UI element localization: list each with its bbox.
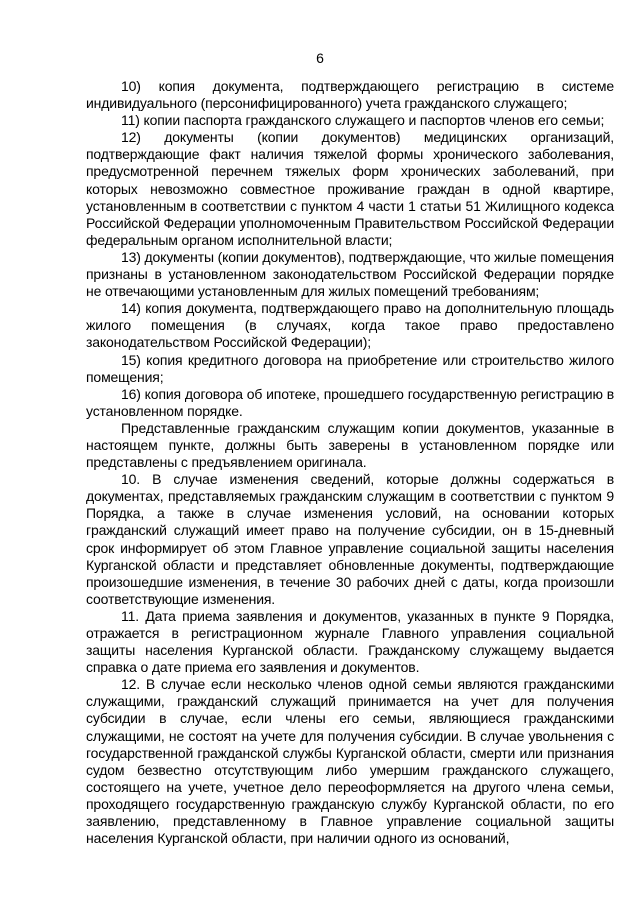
paragraph: 12. В случае если несколько членов одной семьи являются гражданскими служащими, гражданский служащий принимается на учет для получения субсидии в случае, если члены его семьи, являющиеся гражданскими служащими, не состоят на учете для получения субсидии. В случае увольнения с государственной гражданской службы Курганской области, смерти или признания судом безвестно отсутствующим либо умершим гражданского служащего, состоящего на учете, учетное дело переоформляется на другого члена семьи, проходящего государственную гражданскую службу Курганской области, по его заявлению, представленному в Главное управление социальной защиты населения Курганской области, при наличии одного из оснований, [86,676,614,847]
paragraph: Представленные гражданским служащим копии документов, указанные в настоящем пункте, должны быть заверены в установленном порядке или представлены с предъявлением оригинала. [86,419,614,471]
document-body [86,78,614,847]
paragraph: 10. В случае изменения сведений, которые должны содержаться в документах, представляемых гражданским служащим в соответствии с пунктом 9 Порядка, а также в случае изменения условий, на основании которых гражданский служащий имеет право на получение субсидии, он в 15-дневный срок информирует об этом Главное управление социальной защиты населения Курганской области и представляет обновленные документы, подтверждающие произошедшие изменения, в течение 30 рабочих дней с даты, когда произошли соответствующие изменения. [86,471,614,607]
paragraph: 12) документы (копии документов) медицинских организаций, подтверждающие факт наличия тяжелой формы хронического заболевания, предусмотренной перечнем тяжелых форм хронических заболеваний, при которых невозможно совместное проживание граждан в одной квартире, установленным в соответствии с пунктом 4 части 1 статьи 51 Жилищного кодекса Российской Федерации уполномоченным Правительством Российской Федерации федеральным органом исполнительной власти; [86,129,614,248]
paragraph: 16) копия договора об ипотеке, прошедшего государственную регистрацию в установленном порядке. [86,385,614,419]
paragraph: 11. Дата приема заявления и документов, указанных в пункте 9 Порядка, отражается в регистрационном журнале Главного управления социальной защиты населения Курганской области. Гражданскому служащему выдается справка о дате приема его заявления и документов. [86,607,614,676]
paragraph: 11) копии паспорта гражданского служащего и паспортов членов его семьи; [121,112,605,129]
paragraph: 10) копия документа, подтверждающего регистрацию в системе индивидуального (персонифицированного) учета гражданского служащего; [86,78,614,112]
paragraph: 15) копия кредитного договора на приобретение или строительство жилого помещения; [86,351,614,385]
page-number: 6 [316,50,324,66]
paragraph: 13) документы (копии документов), подтверждающие, что жилые помещения признаны в установленном законодательством Российской Федерации порядке не отвечающими установленным для жилых помещений требованиям; [86,248,614,300]
paragraph: 14) копия документа, подтверждающего право на дополнительную площадь жилого помещения (в случаях, когда такое право предоставлено законодательством Российской Федерации); [86,300,614,351]
